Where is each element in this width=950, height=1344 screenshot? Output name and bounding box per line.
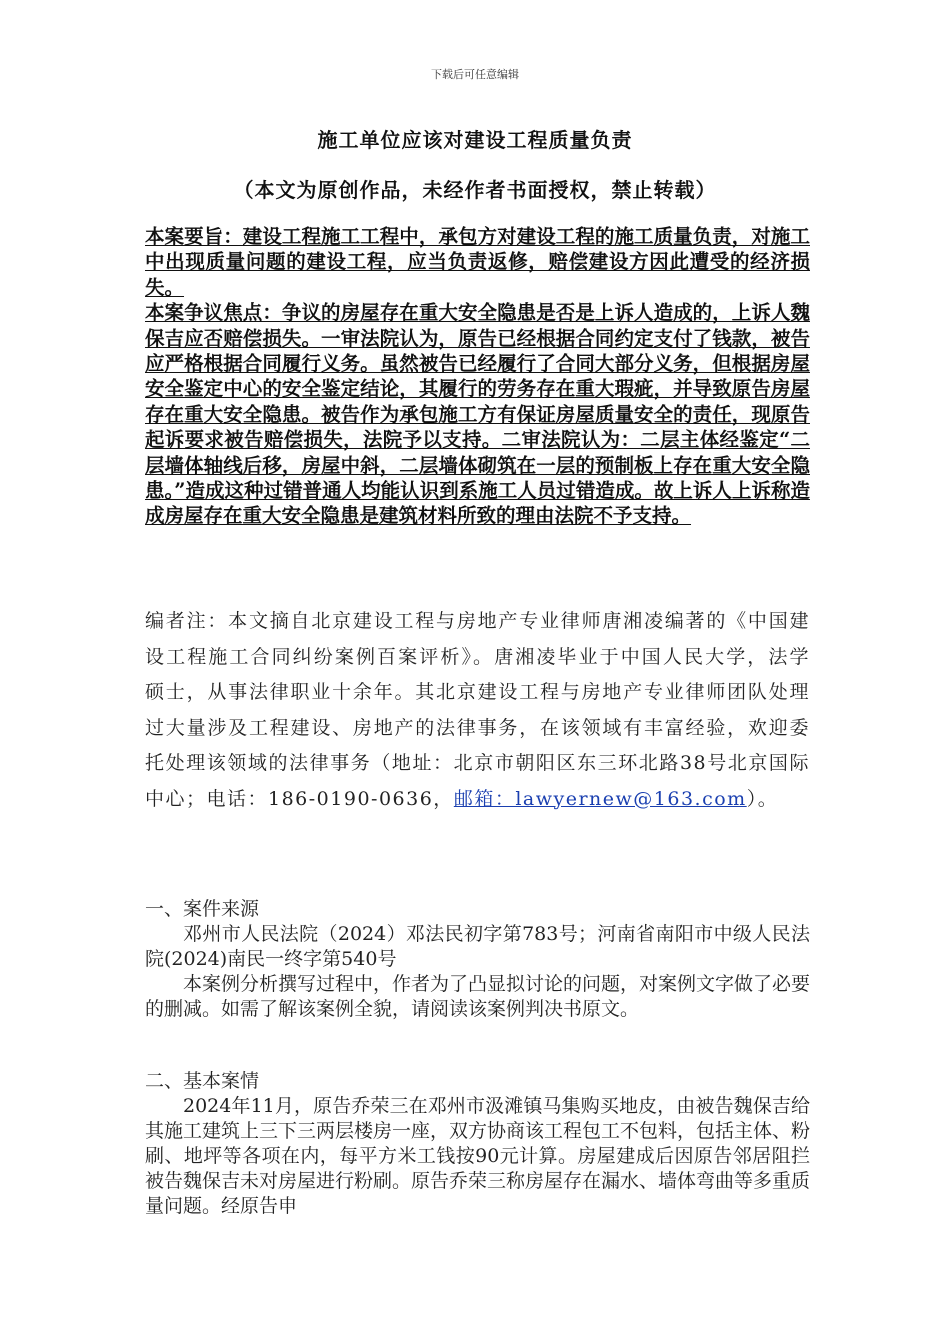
page-header: 下载后可任意编辑 (431, 68, 519, 81)
section-case-source (145, 897, 810, 1022)
paragraph: 本案例分析撰写过程中，作者为了凸显拟讨论的问题，对案例文字做了必要的删减。如需了解该案例全貌，请阅读该案例判决书原文。 (145, 973, 811, 1020)
case-gist: 本案要旨：建设工程施工工程中，承包方对建设工程的施工质量负责，对施工中出现质量问题的建设工程，应当负责返修，赔偿建设方因此遭受的经济损失。 (145, 225, 810, 299)
document-title: 施工单位应该对建设工程质量负责 (317, 128, 633, 152)
editor-note-closing: ）。 (746, 787, 779, 810)
section-basic-facts (145, 1069, 810, 1219)
editor-note-text: 编者注：本文摘自北京建设工程与房地产专业律师唐湘凌编著的《中国建设工程施工合同纠纷案例百案评析》。唐湘凌毕业于中国人民大学，法学硕士，从事法律职业十余年。其北京建设工程与房地产专业律师团队处理过大量涉及工程建设、房地产的法律事务，在该领域有丰富经验，欢迎委托处理该领域的法律事务（地址：北京市朝阳区东三环北路38号北京国际中心；电话：186-0190-0636， (145, 610, 810, 810)
email-link[interactable]: 邮箱：lawyernew@163.com (453, 787, 747, 810)
case-summary (145, 224, 810, 529)
editor-note (145, 604, 810, 817)
paragraph: 邓州市人民法院（2024）邓法民初字第783号；河南省南阳市中级人民法院(2024)南民一终字第540号 (145, 923, 810, 970)
section-heading: 一、案件来源 (145, 898, 260, 920)
document-subtitle: （本文为原创作品，未经作者书面授权，禁止转载） (233, 178, 717, 202)
dispute-focus: 本案争议焦点：争议的房屋存在重大安全隐患是否是上诉人造成的，上诉人魏保吉应否赔偿损失。一审法院认为，原告已经根据合同约定支付了钱款，被告应严格根据合同履行义务。虽然被告已经履行了合同大部分义务，但根据房屋安全鉴定中心的安全鉴定结论，其履行的劳务存在重大瑕疵，并导致原告房屋存在重大安全隐患。被告作为承包施工方有保证房屋质量安全的责任，现原告起诉要求被告赔偿损失，法院予以支持。二审法院认为：二层主体经鉴定“二层墙体轴线后移，房屋中斜，二层墙体砌筑在一层的预制板上存在重大安全隐患。”造成这种过错普通人均能认识到系施工人员过错造成。故上诉人上诉称造成房屋存在重大安全隐患是建筑材料所致的理由法院不予支持。 (145, 301, 810, 528)
section-heading: 二、基本案情 (145, 1070, 260, 1092)
paragraph: 2024年11月，原告乔荣三在邓州市汲滩镇马集购买地皮，由被告魏保吉给其施工建筑上三下三两层楼房一座，双方协商该工程包工不包料，包括主体、粉刷、地坪等各项在内，每平方米工钱按90元计算。房屋建成后因原告邻居阻拦被告魏保吉未对房屋进行粉刷。原告乔荣三称房屋存在漏水、墙体弯曲等多重质量问题。经原告申 (145, 1095, 811, 1217)
